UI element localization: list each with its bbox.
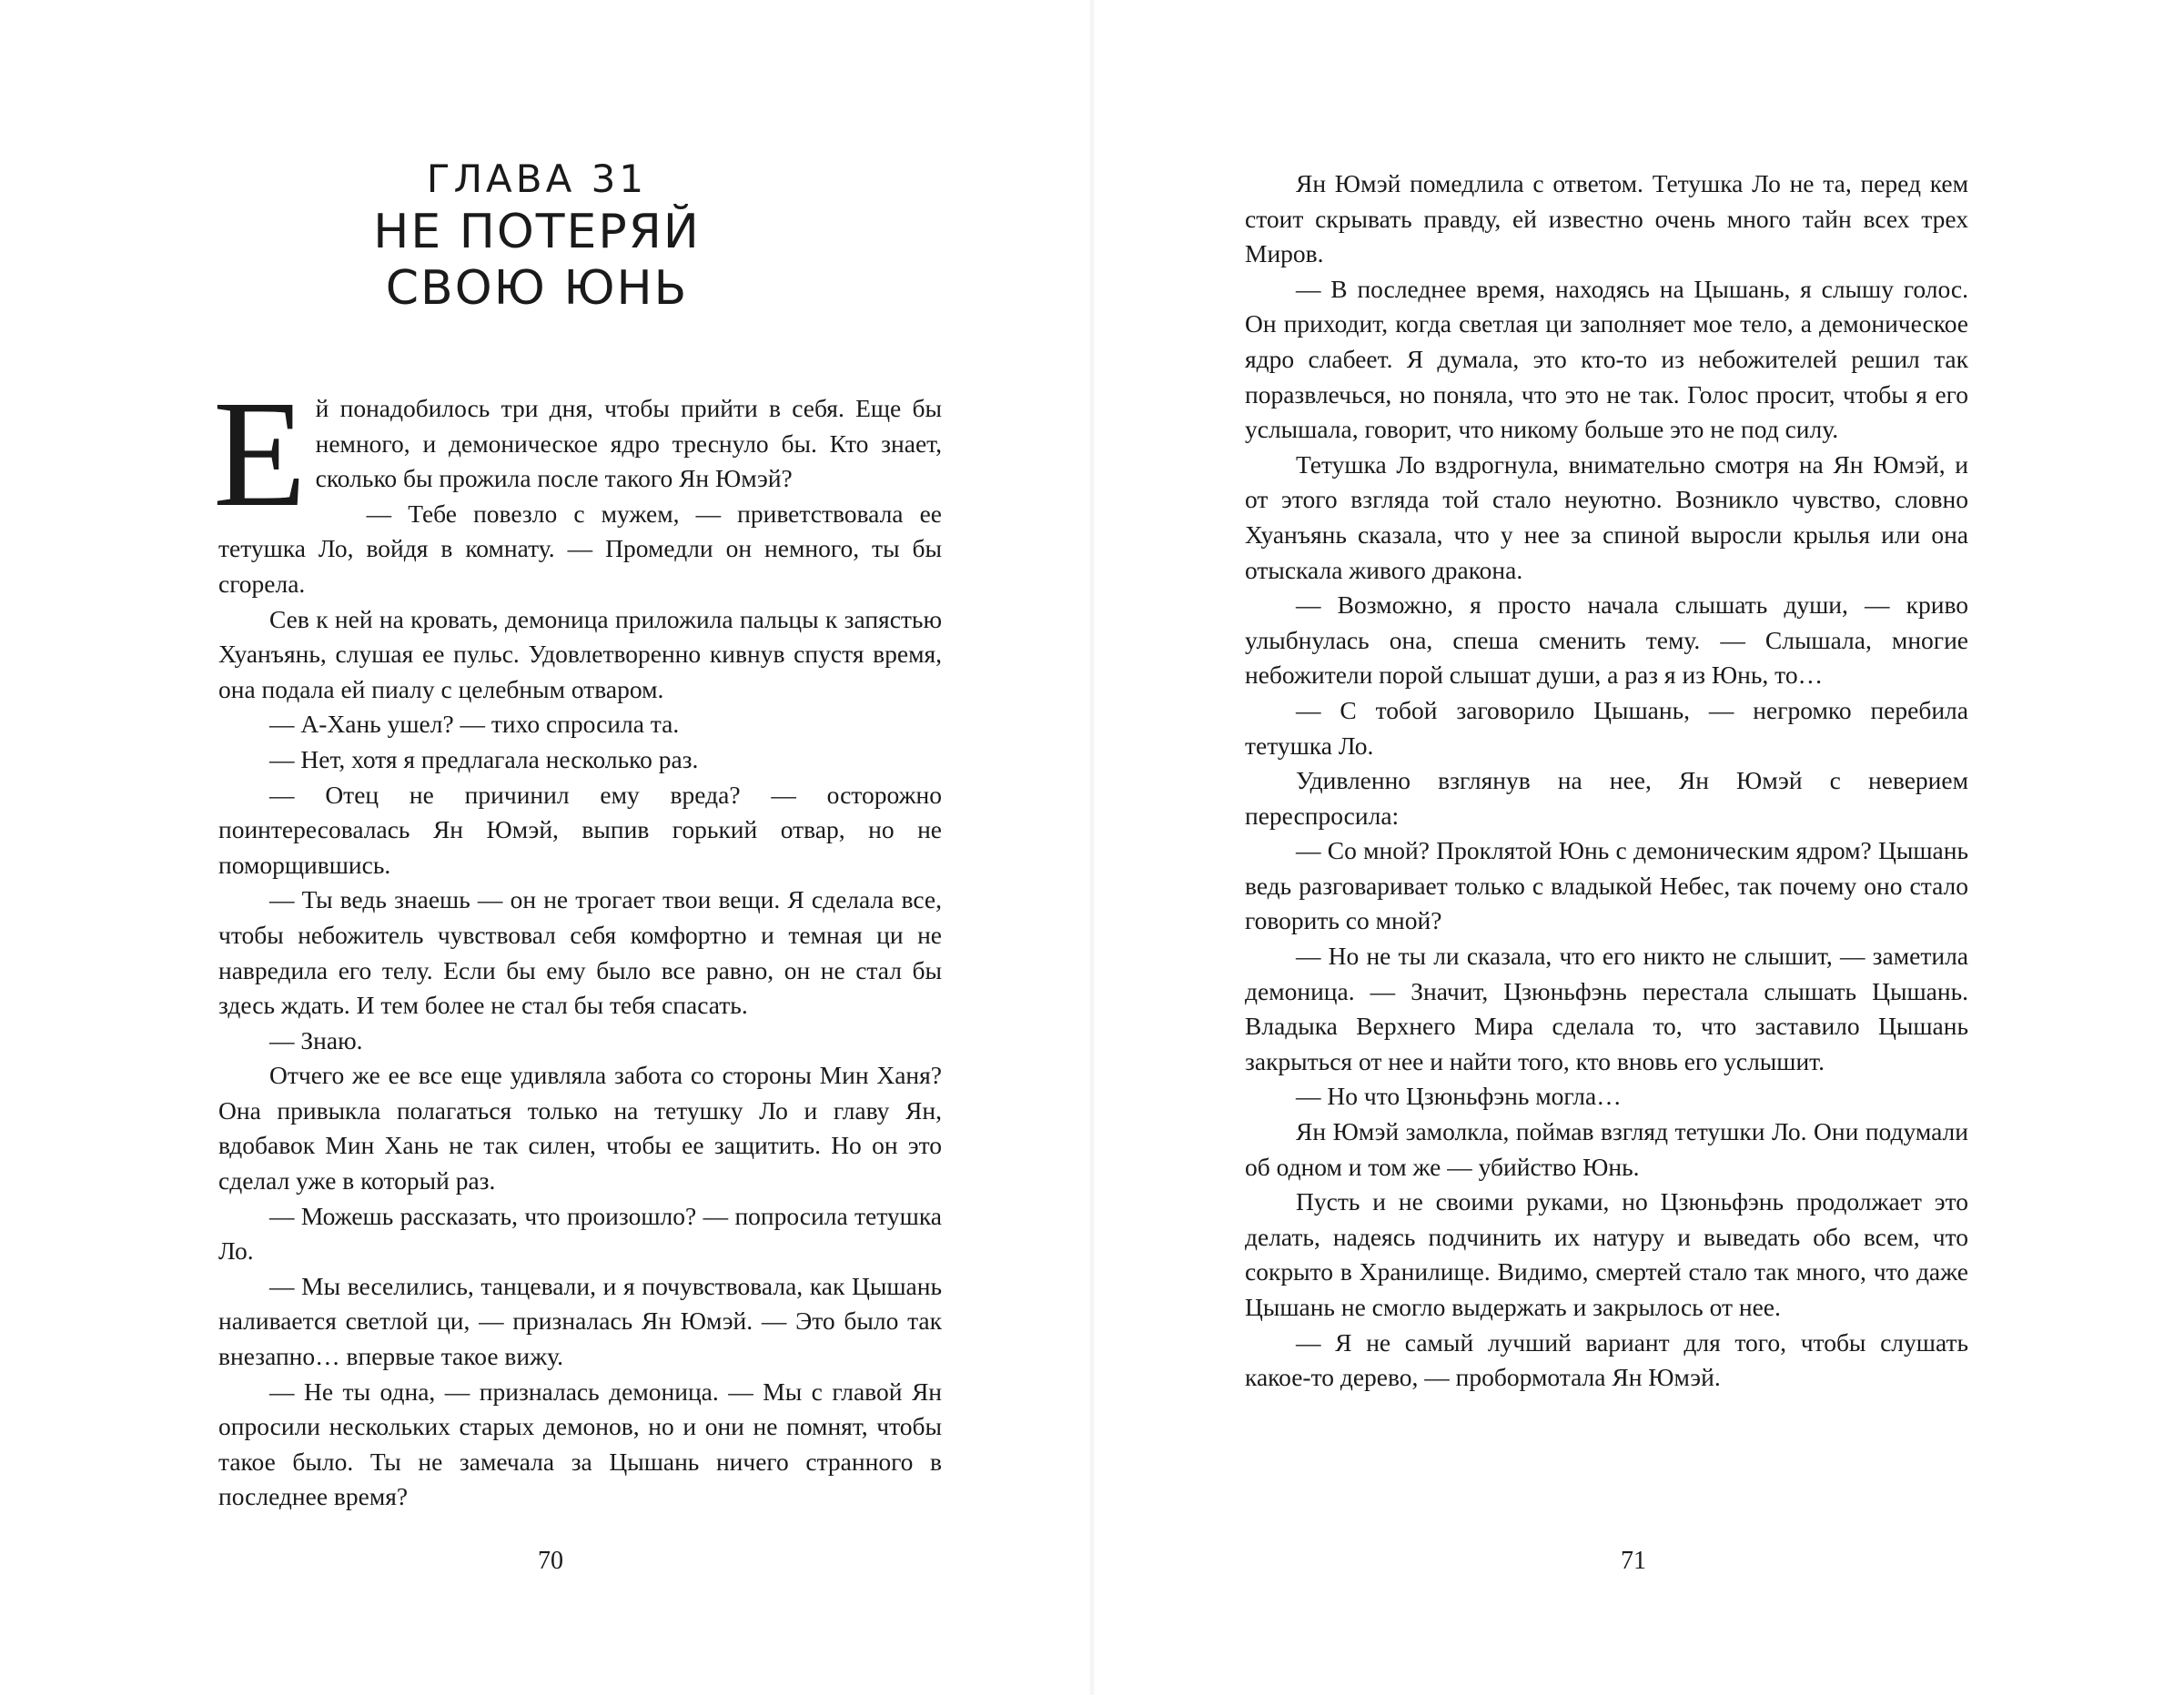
page-number: 70 <box>538 1547 563 1575</box>
chapter-number: ГЛАВА 31 <box>426 156 648 201</box>
paragraph: — В последнее время, находясь на Цышань, я слышу голос. Он приходит, когда светлая ци заполняет мое тело, а демоническое ядро слабеет. Я думала, это кто-то из небожителей решил так поразвлечься, но поняла, что это не так. Голос просит, чтобы я его услышала, говорит, что никому больше это не под силу. <box>1245 274 1968 444</box>
paragraph: — Не ты одна, — призналась демоница. — Мы с главой Ян опросили нескольких старых демонов, но и они не помнят, чтобы такое было. Ты не замечала за Цышань ничего странного в последнее время? <box>218 1377 942 1511</box>
paragraph: — С тобой заговорило Цышань, — негромко перебила тетушка Ло. <box>1245 695 1968 760</box>
paragraph <box>213 369 942 539</box>
paragraph: — Я не самый лучший вариант для того, чтобы слушать какое-то дерево, — пробормотала Ян Юмэй. <box>1245 1327 1968 1392</box>
paragraph: — Но что Цзюньфэнь могла… <box>1296 1082 1622 1111</box>
paragraph: — Отец не причинил ему вреда? — осторожно поинтересовалась Ян Юмэй, выпив горький отвар, но не поморщившись. <box>218 780 942 879</box>
paragraph: Ян Юмэй помедлила с ответом. Тетушка Ло не та, перед кем стоит скрывать правду, ей известно очень много тайн всех трех Миров. <box>1245 169 1968 268</box>
paragraph: — Ты ведь знаешь — он не трогает твои вещи. Я сделала все, чтобы небожитель чувствовал себя комфортно и темная ци не навредила его телу. Если бы ему было все равно, он не стал бы здесь ждать. И тем более не стал бы тебя спасать. <box>218 885 942 1020</box>
right-page <box>1092 0 2184 1695</box>
paragraph: Удивленно взглянув на нее, Ян Юмэй с неверием переспросила: <box>1245 766 1968 830</box>
paragraph: — Знаю. <box>269 1025 363 1054</box>
paragraph: — Со мной? Проклятой Юнь с демоническим ядром? Цышань ведь разговаривает только с владыкой Небес, так почему оно стало говорить со мной? <box>1245 836 1968 935</box>
page-number: 71 <box>1621 1547 1646 1575</box>
chapter-heading <box>309 155 764 317</box>
left-page-text <box>213 369 942 1515</box>
chapter-title-line2: СВОЮ ЮНЬ <box>385 261 689 316</box>
paragraph: Ян Юмэй замолкла, поймав взгляд тетушки Ло. Они подумали об одном и том же — убийство Юнь. <box>1245 1117 1968 1181</box>
paragraph: — Мы веселились, танцевали, и я почувствовала, как Цышань наливается светлой ци, — призналась Ян Юмэй. — Это было так внезапно… впервые такое вижу. <box>218 1271 942 1371</box>
paragraph: Сев к ней на кровать, демоница приложила пальцы к запястью Хуанъянь, слушая ее пульс. Удовлетворенно кивнув спустя время, она подала ей пиалу с целебным отваром. <box>218 604 942 703</box>
paragraph-text: й понадобилось три дня, чтобы прийти в себя. Еще бы немного, и демоническое ядро треснуло бы. Кто знает, сколько бы прожила после такого Ян Юмэй? <box>315 394 942 493</box>
paragraph: — Но не ты ли сказала, что его никто не слышит, — заметила демоница. — Значит, Цзюньфэнь перестала слышать Цышань. Владыка Верхнего Мира сделала то, что заставило Цышань закрыться от нее и найти того, кто вновь его услышит. <box>1245 942 1968 1075</box>
paragraph: — Нет, хотя я предлагала несколько раз. <box>269 744 699 773</box>
paragraph: — Возможно, я просто начала слышать души, — криво улыбнулась она, спеша сменить тему. — Слышала, многие небожители порой слышат души, а раз я из Юнь, то… <box>1245 590 1968 690</box>
paragraph: — А-Хань ушел? — тихо спросила та. <box>269 710 680 739</box>
drop-cap: Е <box>213 369 307 539</box>
paragraph: Отчего же ее все еще удивляла забота со стороны Мин Ханя? Она привыкла полагаться только на тетушку Ло и главу Ян, вдобавок Мин Хань не так силен, чтобы ее защитить. Но он это сделал уже в который раз. <box>218 1061 942 1196</box>
paragraph: Пусть и не своими руками, но Цзюньфэнь продолжает это делать, надеясь подчинить их натуру и выведать обо всем, что сокрыто в Хранилище. Видимо, смертей стало так много, что даже Цышань не смогло выдержать и закрылось от нее. <box>1245 1187 1968 1321</box>
chapter-title-line1: НЕ ПОТЕРЯЙ <box>373 205 701 259</box>
right-page-text <box>1245 166 1968 1396</box>
paragraph: — Можешь рассказать, что произошло? — попросила тетушка Ло. <box>218 1201 942 1266</box>
paragraph: — Тебе повезло с мужем, — приветствовала ее тетушка Ло, войдя в комнату. — Промедли он немного, ты бы сгорела. <box>218 499 942 598</box>
paragraph: Тетушка Ло вздрогнула, внимательно смотря на Ян Юмэй, и от этого взгляда той стало неуютно. Возникло чувство, словно Хуанъянь сказала, что у нее за спиной выросли крылья или она отыскала живого дракона. <box>1245 449 1968 584</box>
